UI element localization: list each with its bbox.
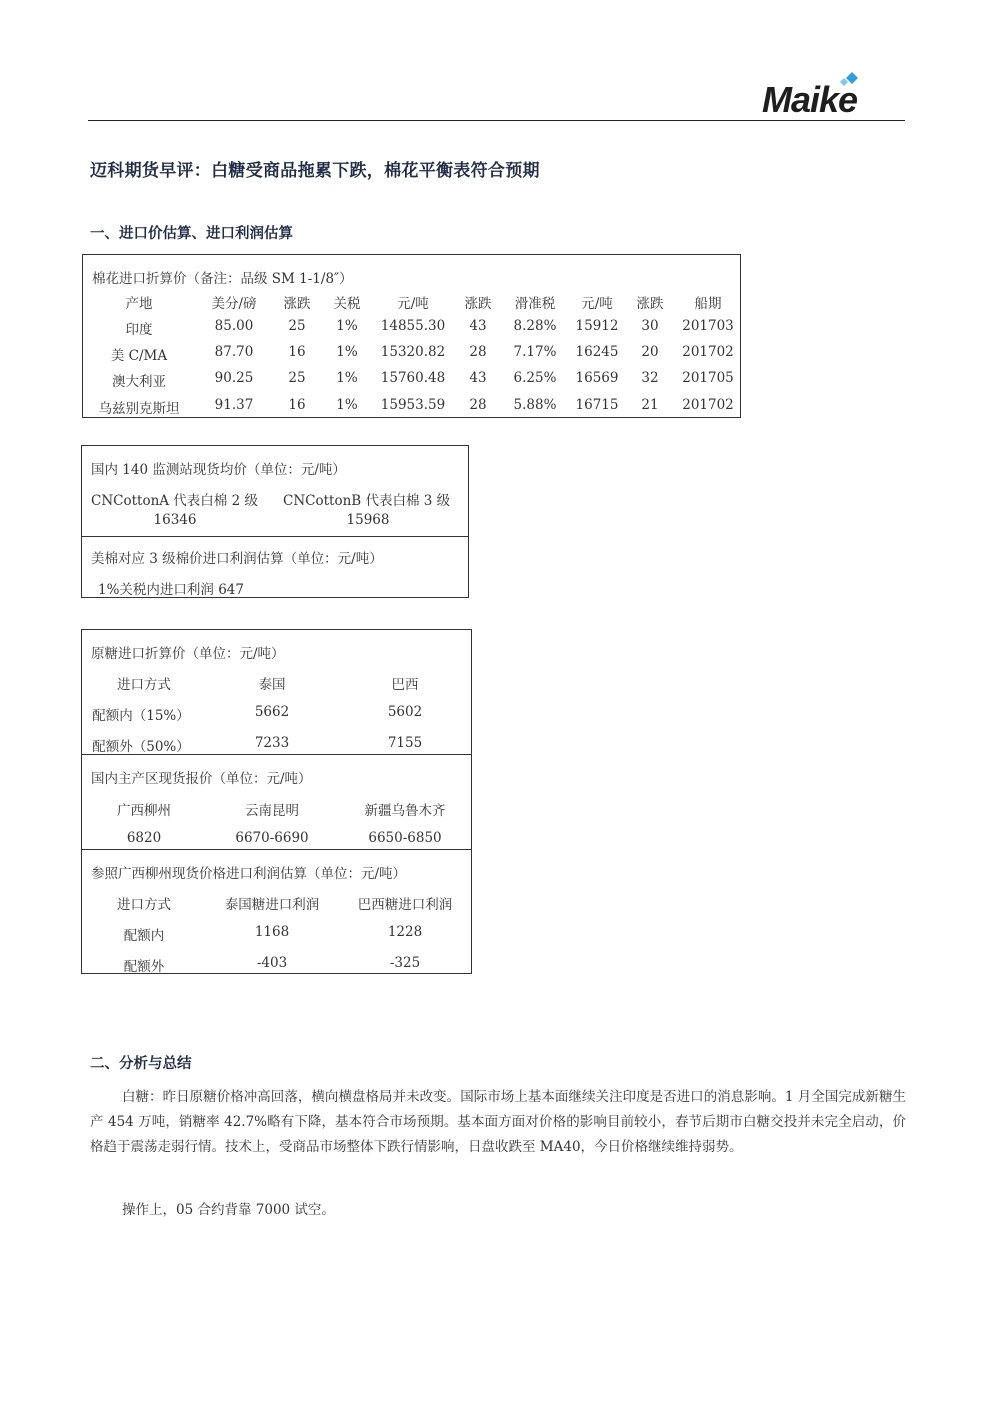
section1-heading: 一、进口价估算、进口利润估算	[90, 226, 293, 242]
table-cell: 美 C/MA	[110, 348, 168, 364]
divider	[82, 849, 471, 850]
logo-text: Maike	[762, 79, 858, 118]
table-cell: 32	[641, 370, 659, 386]
divider	[82, 536, 468, 537]
table-cell: 配额内（15%）	[92, 708, 190, 724]
table-cell: 15320.82	[380, 344, 446, 360]
col-header: 云南昆明	[245, 803, 299, 819]
table-cell: 16569	[575, 370, 619, 386]
col-header: 泰国糖进口利润	[224, 897, 320, 913]
table-cell: 16245	[575, 344, 619, 360]
table-cell: 43	[469, 370, 487, 386]
table-cell: 201705	[682, 370, 734, 386]
cotton-a-value: 16346	[153, 512, 197, 528]
cotton-domestic-table	[81, 445, 469, 598]
table-cell: 30	[641, 318, 659, 334]
cotton-domestic-values-row	[82, 512, 468, 532]
table-row	[82, 955, 471, 975]
col-header: 涨跌	[636, 296, 664, 312]
sugar-table	[81, 629, 472, 974]
sugar-spot-values-row	[82, 830, 471, 850]
cotton-import-table	[82, 254, 741, 418]
table-row	[83, 344, 740, 364]
cotton-profit-caption: 美棉对应 3 级棉价进口利润估算（单位：元/吨）	[91, 551, 383, 567]
col-header: 船期	[694, 296, 722, 312]
table-row	[82, 924, 471, 944]
col-header: 广西柳州	[117, 803, 171, 819]
table-cell: 201703	[682, 318, 734, 334]
table-cell: 43	[469, 318, 487, 334]
sugar-profit-header-row	[82, 893, 471, 913]
table-cell: 7.17%	[513, 344, 557, 360]
table-cell: 201702	[682, 397, 734, 413]
table-cell: 澳大利亚	[112, 374, 166, 390]
sugar-import-caption: 原糖进口折算价（单位：元/吨）	[91, 646, 285, 662]
table-cell: 90.25	[214, 370, 254, 386]
table-cell: 15760.48	[380, 370, 446, 386]
table-cell: 87.70	[214, 344, 254, 360]
cotton-import-caption: 棉花进口折算价（备注：品级 SM 1-1/8″）	[92, 271, 353, 287]
table-cell: 16	[288, 344, 306, 360]
col-header: 巴西	[391, 677, 419, 693]
cotton-profit-text: 1%关税内进口利润 647	[98, 582, 244, 598]
sugar-profit-caption: 参照广西柳州现货价格进口利润估算（单位：元/吨）	[91, 866, 407, 882]
col-header: 元/吨	[397, 296, 429, 312]
table-cell: 6670-6690	[235, 830, 309, 846]
table-cell: 7155	[387, 735, 423, 751]
cotton-import-header-row	[83, 292, 740, 312]
col-header: 涨跌	[283, 296, 311, 312]
page-title: 迈科期货早评：白糖受商品拖累下跌，棉花平衡表符合预期	[90, 161, 540, 181]
col-header: 新疆乌鲁木齐	[364, 803, 446, 819]
table-row	[83, 370, 740, 390]
table-cell: 21	[641, 397, 659, 413]
col-header: 进口方式	[117, 677, 171, 693]
sugar-spot-header-row	[82, 799, 471, 819]
table-cell: 1%	[336, 318, 358, 334]
table-cell: 20	[641, 344, 659, 360]
table-row	[82, 735, 471, 755]
table-cell: 14855.30	[380, 318, 446, 334]
col-header: 涨跌	[464, 296, 492, 312]
col-header: 元/吨	[581, 296, 613, 312]
table-cell: 28	[469, 344, 487, 360]
cotton-b-label: CNCottonB 代表白棉 3 级	[283, 493, 451, 509]
table-cell: 1168	[254, 924, 290, 940]
table-row	[83, 397, 740, 417]
col-header: 滑准税	[514, 296, 556, 312]
table-cell: 16	[288, 397, 306, 413]
table-cell: 配额外	[123, 959, 165, 975]
table-cell: 印度	[125, 322, 153, 338]
table-cell: 28	[469, 397, 487, 413]
table-cell: 25	[288, 370, 306, 386]
table-cell: 乌兹别克斯坦	[98, 401, 180, 417]
sugar-import-header-row	[82, 673, 471, 693]
col-header: 进口方式	[117, 897, 171, 913]
table-cell: -325	[389, 955, 421, 971]
maike-logo	[760, 72, 895, 118]
col-header: 产地	[125, 296, 153, 312]
divider	[82, 754, 471, 755]
table-row	[83, 318, 740, 338]
table-cell: -403	[256, 955, 288, 971]
table-cell: 5662	[254, 704, 290, 720]
table-cell: 6650-6850	[368, 830, 442, 846]
table-cell: 6820	[126, 830, 162, 846]
col-header: 美分/磅	[211, 296, 257, 312]
operation-paragraph: 操作上，05 合约背靠 7000 试空。	[122, 1202, 335, 1218]
table-cell: 1%	[336, 344, 358, 360]
table-cell: 6.25%	[513, 370, 557, 386]
table-cell: 15912	[575, 318, 619, 334]
col-header: 巴西糖进口利润	[357, 897, 453, 913]
analysis-paragraph: 白糖：昨日原糖价格冲高回落，横向横盘格局并未改变。国际市场上基本面继续关注印度是否进口的消息影响。1 月全国完成新糖生产 454 万吨，销糖率 42.7%略有下降，基本符合市场预期。基本面方面对价格的影响目前较小，春节后期市白糖交投并未完全启动，价格趋于震荡走弱行情。技术上，受商品市场整体下跌行情影响，日盘收跌至 MA40，今日价格继续维持弱势。	[90, 1089, 906, 1155]
table-cell: 配额外（50%）	[92, 739, 190, 755]
cotton-domestic-caption: 国内 140 监测站现货均价（单位：元/吨）	[91, 462, 346, 478]
section2-heading: 二、分析与总结	[90, 1056, 192, 1072]
cotton-a-label: CNCottonA 代表白棉 2 级	[91, 493, 258, 509]
col-header: 泰国	[258, 677, 286, 693]
table-cell: 16715	[575, 397, 619, 413]
table-cell: 1228	[387, 924, 423, 940]
col-header: 关税	[333, 296, 361, 312]
table-cell: 25	[288, 318, 306, 334]
table-cell: 1%	[336, 370, 358, 386]
table-cell: 5602	[387, 704, 423, 720]
table-cell: 8.28%	[513, 318, 557, 334]
table-cell: 85.00	[214, 318, 254, 334]
table-cell: 1%	[336, 397, 358, 413]
table-row	[82, 704, 471, 724]
table-cell: 7233	[254, 735, 290, 751]
table-cell: 15953.59	[380, 397, 446, 413]
table-cell: 配额内	[123, 928, 165, 944]
table-cell: 5.88%	[513, 397, 557, 413]
table-cell: 91.37	[214, 397, 254, 413]
table-cell: 201702	[682, 344, 734, 360]
cotton-b-value: 15968	[346, 512, 390, 528]
sugar-spot-caption: 国内主产区现货报价（单位：元/吨）	[91, 771, 312, 787]
header-rule	[88, 120, 905, 121]
